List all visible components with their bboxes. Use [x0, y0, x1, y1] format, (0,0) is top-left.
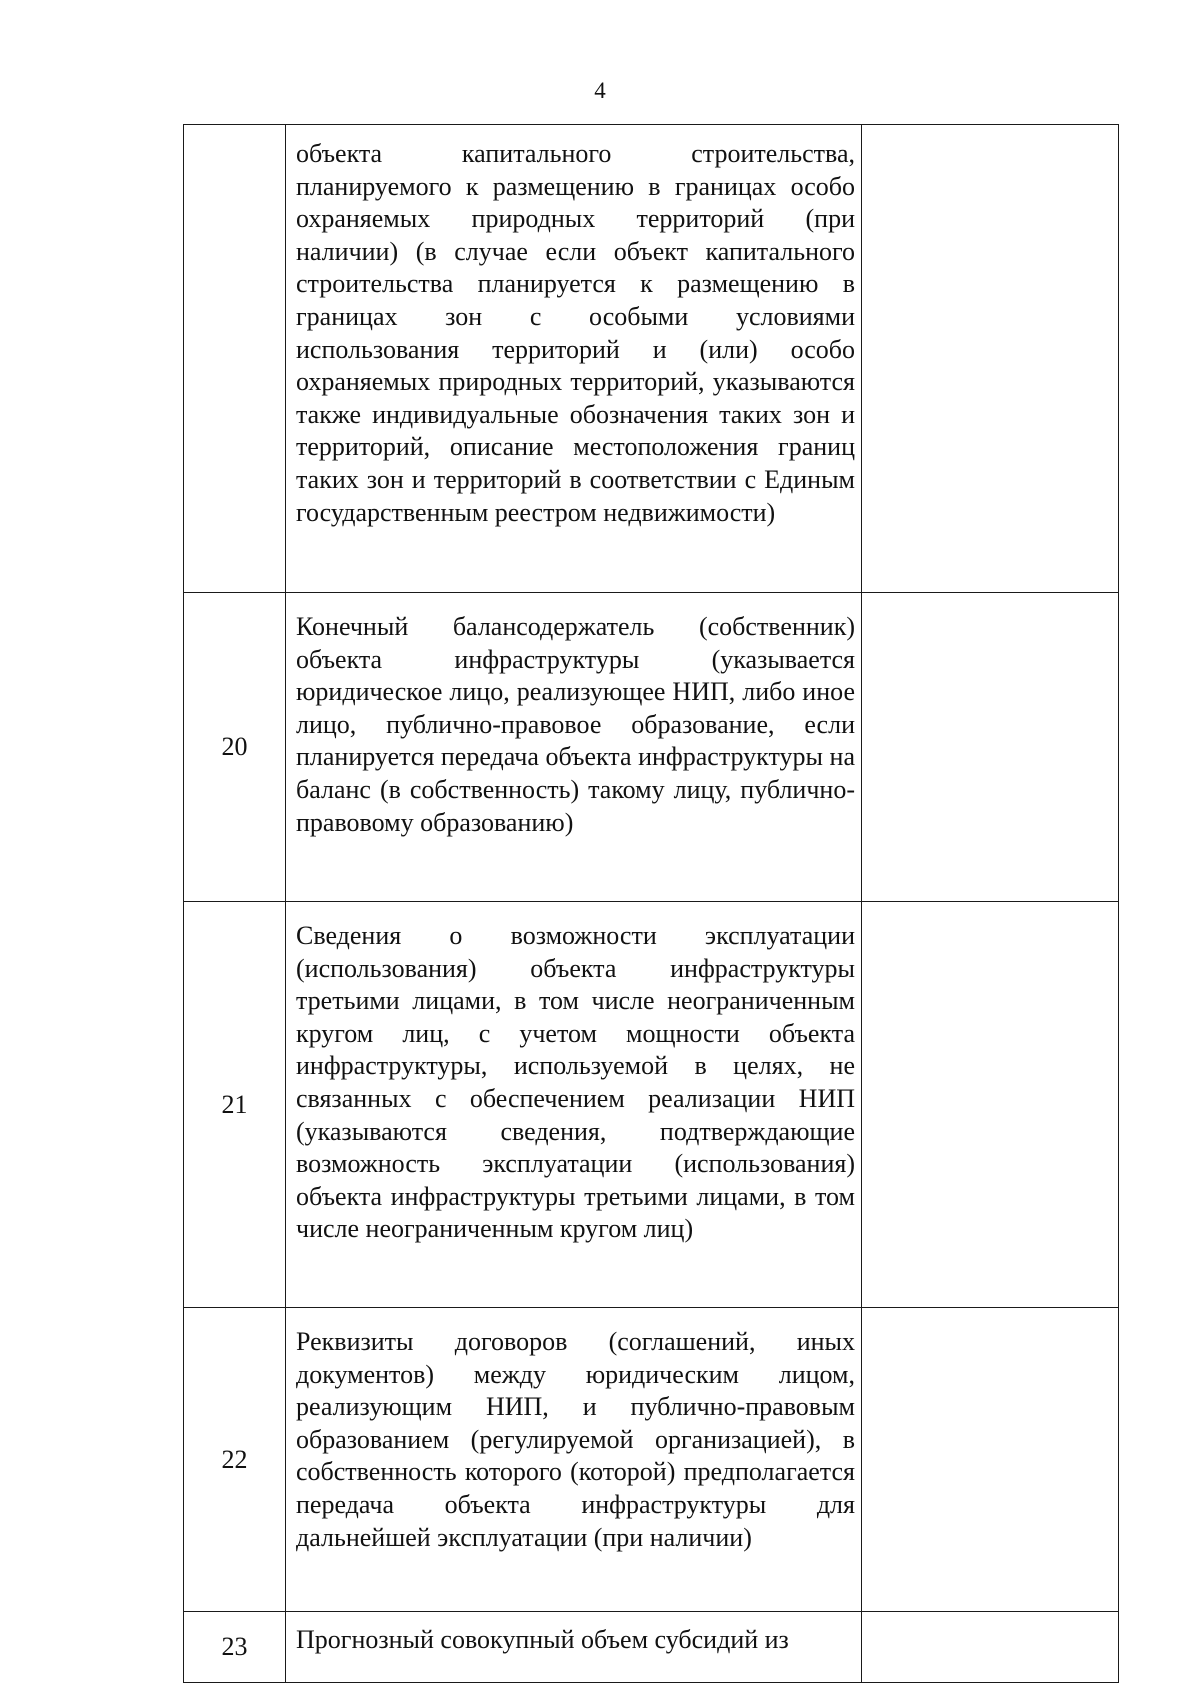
row-value-cell — [862, 593, 1119, 902]
table-row — [184, 1612, 1119, 1683]
row-description-cell: Реквизиты договоров (соглашений, иных документов) между юридическим лицом, реализующим НИП, и публично-правовым образованием (регулируемой организацией), в собственность которого (которой) предполагается передача объекта инфраструктуры для дальнейшей эксплуатации (при наличии) — [286, 1308, 862, 1612]
row-number-cell — [184, 125, 286, 593]
page-number: 4 — [594, 78, 606, 103]
table-row — [184, 593, 1119, 902]
row-value-cell — [862, 1612, 1119, 1683]
row-description-cell: объекта капитального строительства, планируемого к размещению в границах особо охраняемых природных территорий (при наличии) (в случае если объект капитального строительства планируется к размещению в границах зон с особыми условиями использования территорий и (или) особо охраняемых природных территорий, указываются также индивидуальные обозначения таких зон и территорий, описание местоположения границ таких зон и территорий в соответствии с Единым государственным реестром недвижимости) — [286, 125, 862, 593]
row-value-cell — [862, 1308, 1119, 1612]
row-number-cell: 23 — [184, 1612, 286, 1683]
row-value-cell — [862, 902, 1119, 1308]
table-row — [184, 1308, 1119, 1612]
row-description-cell: Конечный балансодержатель (собственник) объекта инфраструктуры (указывается юридическое лицо, реализующее НИП, либо иное лицо, публично-правовое образование, если планируется передача объекта инфраструктуры на баланс (в собственность) такому лицу, публично-правовому образованию) — [286, 593, 862, 902]
row-number-cell: 22 — [184, 1308, 286, 1612]
requirements-table — [183, 124, 1119, 1683]
row-description-cell: Прогнозный совокупный объем субсидий из — [286, 1612, 862, 1683]
table-row — [184, 902, 1119, 1308]
row-value-cell — [862, 125, 1119, 593]
row-number-cell: 20 — [184, 593, 286, 902]
table-row — [184, 125, 1119, 593]
row-number-cell: 21 — [184, 902, 286, 1308]
row-description-cell: Сведения о возможности эксплуатации (использования) объекта инфраструктуры третьими лицами, в том числе неограниченным кругом лиц, с учетом мощности объекта инфраструктуры, используемой в целях, не связанных с обеспечением реализации НИП (указываются сведения, подтверждающие возможность эксплуатации (использования) объекта инфраструктуры третьими лицами, в том числе неограниченным кругом лиц) — [286, 902, 862, 1308]
